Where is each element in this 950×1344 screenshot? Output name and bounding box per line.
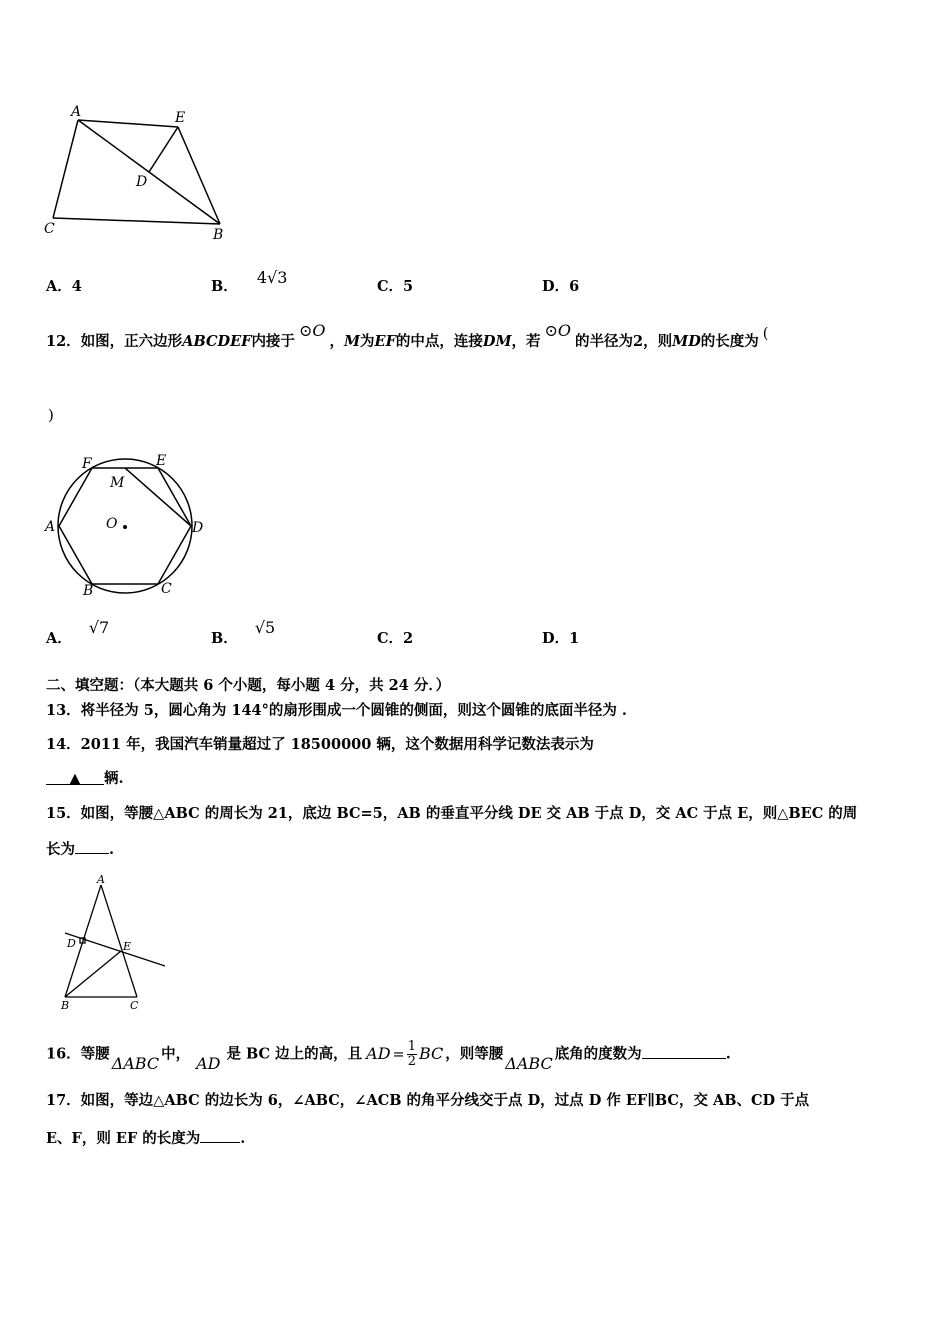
q13: 13．将半径为 5，圆心角为 144°的扇形围成一个圆锥的侧面，则这个圆锥的底面半径为 . [46, 702, 627, 719]
segment-DM [125, 468, 191, 526]
edge-AE [78, 120, 178, 127]
edge-AC [53, 120, 78, 218]
q15-line2: 长为 . [46, 841, 115, 858]
option-letter: C． [377, 278, 404, 295]
label-D: D [136, 174, 148, 190]
answer-blank[interactable] [642, 1044, 726, 1059]
label-E: E [123, 940, 132, 953]
option-value: 1 [569, 630, 580, 647]
option-value: 5 [403, 278, 414, 295]
q12-figure [40, 450, 215, 600]
label-A: A [71, 104, 82, 120]
edge-DE [149, 127, 178, 172]
q11-option-d[interactable] [542, 275, 579, 296]
label-A: A [97, 873, 105, 886]
center-O [123, 525, 127, 529]
q11-option-c[interactable] [377, 275, 413, 296]
label-E: E [156, 453, 167, 469]
q15-line1: 15．如图，等腰△ABC 的周长为 21，底边 BC=5，AB 的垂直平分线 DE 交 AB 于点 D，交 AC 于点 E，则△BEC 的周 [46, 805, 858, 822]
option-letter: A． [46, 630, 72, 647]
section-heading: 二、填空题：（本大题共 6 个小题，每小题 4 分，共 24 分．） [46, 677, 451, 694]
q11-option-a[interactable] [46, 275, 82, 296]
q12-paren-close: ) [48, 406, 54, 424]
label-O: O [106, 516, 118, 532]
label-B: B [61, 999, 70, 1012]
option-value: 2 [403, 630, 414, 647]
q11-option-b[interactable] [211, 268, 288, 296]
option-letter: D． [542, 630, 570, 647]
label-D: D [192, 520, 204, 536]
q15-figure [55, 870, 175, 1015]
q14-answer-line: ▲ 辆. [46, 767, 124, 788]
q12-option-d[interactable] [542, 627, 579, 648]
label-E: E [175, 110, 186, 126]
label-C: C [130, 999, 139, 1012]
edge-CB [53, 218, 220, 224]
q17-line2: E、F，则 EF 的长度为 . [46, 1130, 246, 1147]
label-B: B [213, 227, 224, 243]
q14-line1: 14．2011 年，我国汽车销量超过了 18500000 辆，这个数据用科学记数法表示为 [46, 736, 594, 753]
q12-option-a[interactable] [46, 618, 110, 648]
label-D: D [67, 937, 76, 950]
label-B: B [83, 583, 94, 599]
option-value: 4 [71, 278, 82, 295]
triangle-marker: ▲ [69, 770, 81, 787]
answer-blank[interactable] [46, 770, 104, 785]
q16: 16．等腰 ΔABC 中， AD 是 BC 边上的高，且 AD = $\frac{1}{2}$ BC ，则等腰 ΔABC 底角的度数为 . [46, 1039, 731, 1073]
q12-option-c[interactable] [377, 627, 413, 648]
label-C: C [161, 581, 172, 597]
q11-figure [40, 100, 240, 245]
option-letter: C． [377, 630, 404, 647]
option-letter: D． [542, 278, 570, 295]
label-C: C [44, 221, 55, 237]
option-letter: B． [211, 630, 238, 647]
q12-option-b[interactable] [211, 618, 276, 648]
option-letter: B． [211, 278, 238, 295]
edge-AC [101, 885, 137, 997]
answer-blank[interactable] [75, 839, 109, 854]
q12-stem: 12．如图，正六边形ABCDEF内接于⊙O，M为EF的中点，连接DM，若⊙O的半径为2，则MD的长度为 ( [46, 321, 769, 350]
option-value: √7 [88, 618, 110, 637]
label-M: M [110, 475, 125, 491]
option-value: 6 [569, 278, 580, 295]
option-value: 4√3 [256, 268, 288, 287]
option-letter: A． [46, 278, 72, 295]
option-value: √5 [254, 618, 276, 637]
segment-BE [65, 951, 121, 997]
q17-line1: 17．如图，等边△ABC 的边长为 6，∠ABC，∠ACB 的角平分线交于点 D，过点 D 作 EF∥BC，交 AB、CD 于点 [46, 1092, 810, 1109]
answer-blank[interactable] [200, 1128, 240, 1143]
label-A: A [45, 519, 56, 535]
label-F: F [82, 456, 92, 472]
